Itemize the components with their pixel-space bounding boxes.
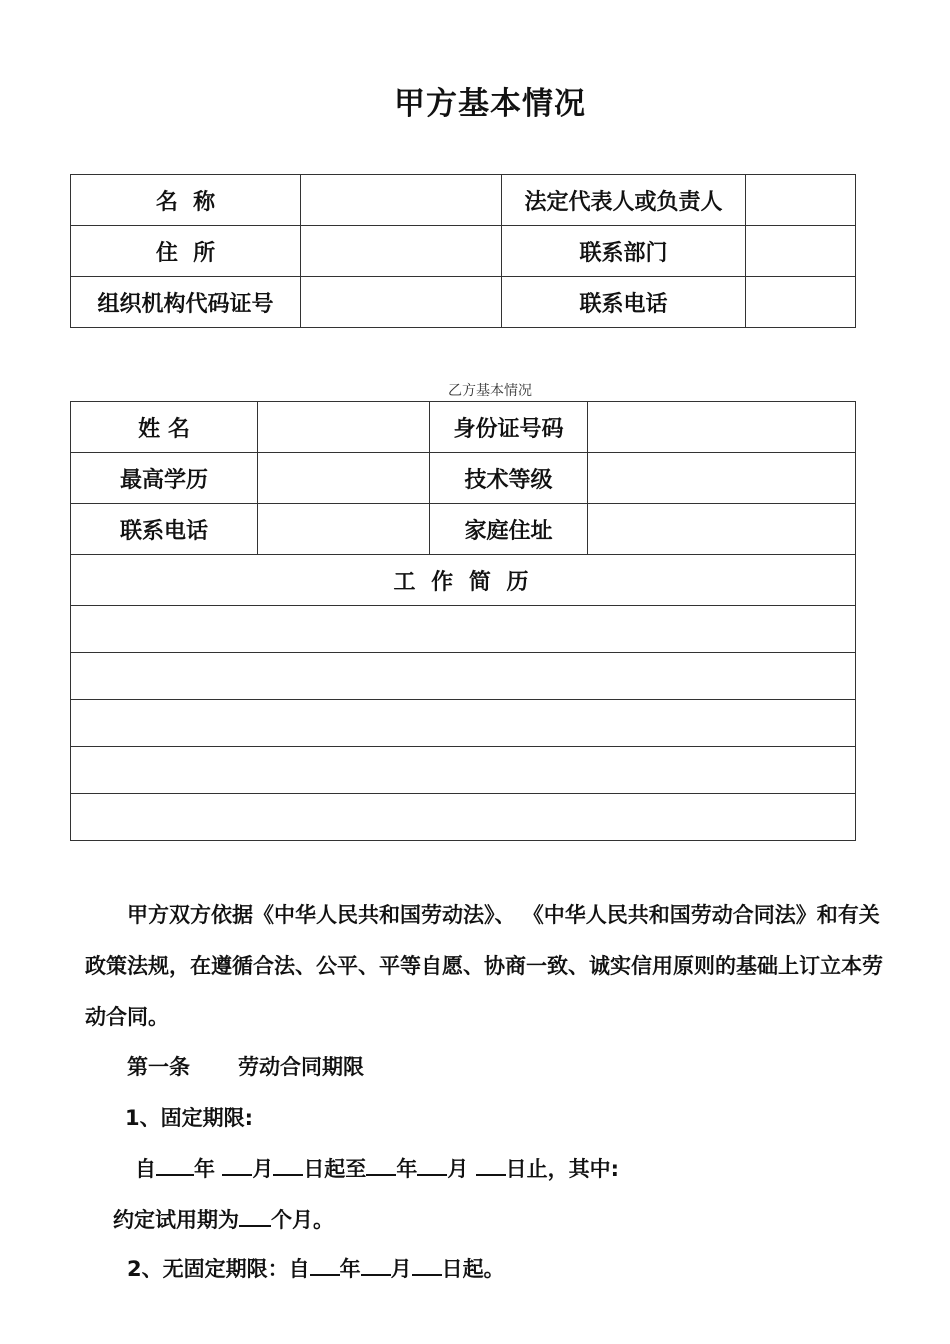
- end-year-blank[interactable]: [366, 1156, 396, 1176]
- tech-level-label: 技术等级: [430, 453, 588, 504]
- probation-suffix: 个月。: [271, 1208, 334, 1232]
- work-history-field[interactable]: [71, 606, 856, 653]
- contact-phone-field[interactable]: [746, 277, 856, 328]
- education-field[interactable]: [258, 453, 430, 504]
- person-name-field[interactable]: [258, 402, 430, 453]
- home-address-label: 家庭住址: [430, 504, 588, 555]
- fixed-term-label: 1、固定期限:: [125, 1106, 254, 1130]
- name-label: 名 称: [71, 175, 301, 226]
- table-row: [71, 504, 856, 555]
- table-row: [71, 226, 856, 277]
- work-history-row: [71, 700, 856, 747]
- article-1-heading: [127, 1051, 364, 1081]
- year-text: 年: [194, 1157, 215, 1181]
- month-text: 月: [252, 1157, 274, 1181]
- contact-dept-label: 联系部门: [502, 226, 746, 277]
- open-term-label: 2、无固定期限：自: [127, 1257, 310, 1281]
- probation-line: [113, 1204, 334, 1234]
- table-row: [71, 402, 856, 453]
- table-row: [71, 277, 856, 328]
- work-history-header: 工 作 简 历: [71, 555, 856, 606]
- year-text: 年: [339, 1257, 361, 1281]
- table-row: [71, 175, 856, 226]
- phone-field[interactable]: [258, 504, 430, 555]
- contact-dept-field[interactable]: [746, 226, 856, 277]
- org-code-field[interactable]: [301, 277, 502, 328]
- table-row: [71, 555, 856, 606]
- party-b-title: 乙方基本情况: [448, 383, 532, 399]
- year-text: 年: [396, 1157, 418, 1181]
- work-history-row: [71, 794, 856, 841]
- fixed-term-dates: [135, 1153, 619, 1183]
- name-field[interactable]: [301, 175, 502, 226]
- id-number-label: 身份证号码: [430, 402, 588, 453]
- party-a-table: [70, 174, 856, 328]
- start-day-blank[interactable]: [273, 1156, 303, 1176]
- party-b-table: [70, 401, 856, 841]
- work-history-field[interactable]: [71, 747, 856, 794]
- article-title: 劳动合同期限: [238, 1055, 364, 1079]
- address-field[interactable]: [301, 226, 502, 277]
- month-text: 月: [447, 1157, 469, 1181]
- open-start-suffix: 日起。: [441, 1257, 505, 1281]
- education-label: 最高学历: [71, 453, 258, 504]
- probation-months-blank[interactable]: [239, 1207, 271, 1227]
- from-text: 自: [135, 1157, 156, 1181]
- tech-level-field[interactable]: [588, 453, 856, 504]
- start-month-blank[interactable]: [222, 1156, 252, 1176]
- address-label: 住 所: [71, 226, 301, 277]
- work-history-field[interactable]: [71, 700, 856, 747]
- legal-rep-label: 法定代表人或负责人: [502, 175, 746, 226]
- home-address-field[interactable]: [588, 504, 856, 555]
- contact-phone-label: 联系电话: [502, 277, 746, 328]
- party-a-title: 甲方基本情况: [394, 86, 586, 122]
- open-month-blank[interactable]: [361, 1256, 391, 1276]
- table-row: [71, 453, 856, 504]
- work-history-row: [71, 606, 856, 653]
- month-text: 月: [390, 1257, 412, 1281]
- phone-label: 联系电话: [71, 504, 258, 555]
- start-suffix-text: 日起至: [303, 1157, 367, 1181]
- open-term-line: [127, 1253, 505, 1283]
- article-number: 第一条: [127, 1055, 190, 1079]
- intro-paragraph: [85, 890, 885, 1043]
- legal-rep-field[interactable]: [746, 175, 856, 226]
- work-history-row: [71, 747, 856, 794]
- intro-text: 甲方双方依据《中华人民共和国劳动法》、 《中华人民共和国劳动合同法》和有关政策法规，在遵循合法、公平、平等自愿、协商一致、诚实信用原则的基础上订立本劳动合同。: [85, 903, 883, 1029]
- work-history-field[interactable]: [71, 653, 856, 700]
- end-month-blank[interactable]: [417, 1156, 447, 1176]
- start-year-blank[interactable]: [156, 1156, 194, 1176]
- id-number-field[interactable]: [588, 402, 856, 453]
- open-year-blank[interactable]: [310, 1256, 340, 1276]
- org-code-label: 组织机构代码证号: [71, 277, 301, 328]
- end-day-blank[interactable]: [476, 1156, 506, 1176]
- person-name-label: 姓 名: [71, 402, 258, 453]
- end-suffix-text: 日止，其中:: [505, 1157, 620, 1181]
- work-history-row: [71, 653, 856, 700]
- open-day-blank[interactable]: [412, 1256, 442, 1276]
- probation-prefix: 约定试用期为: [113, 1208, 239, 1232]
- work-history-field[interactable]: [71, 794, 856, 841]
